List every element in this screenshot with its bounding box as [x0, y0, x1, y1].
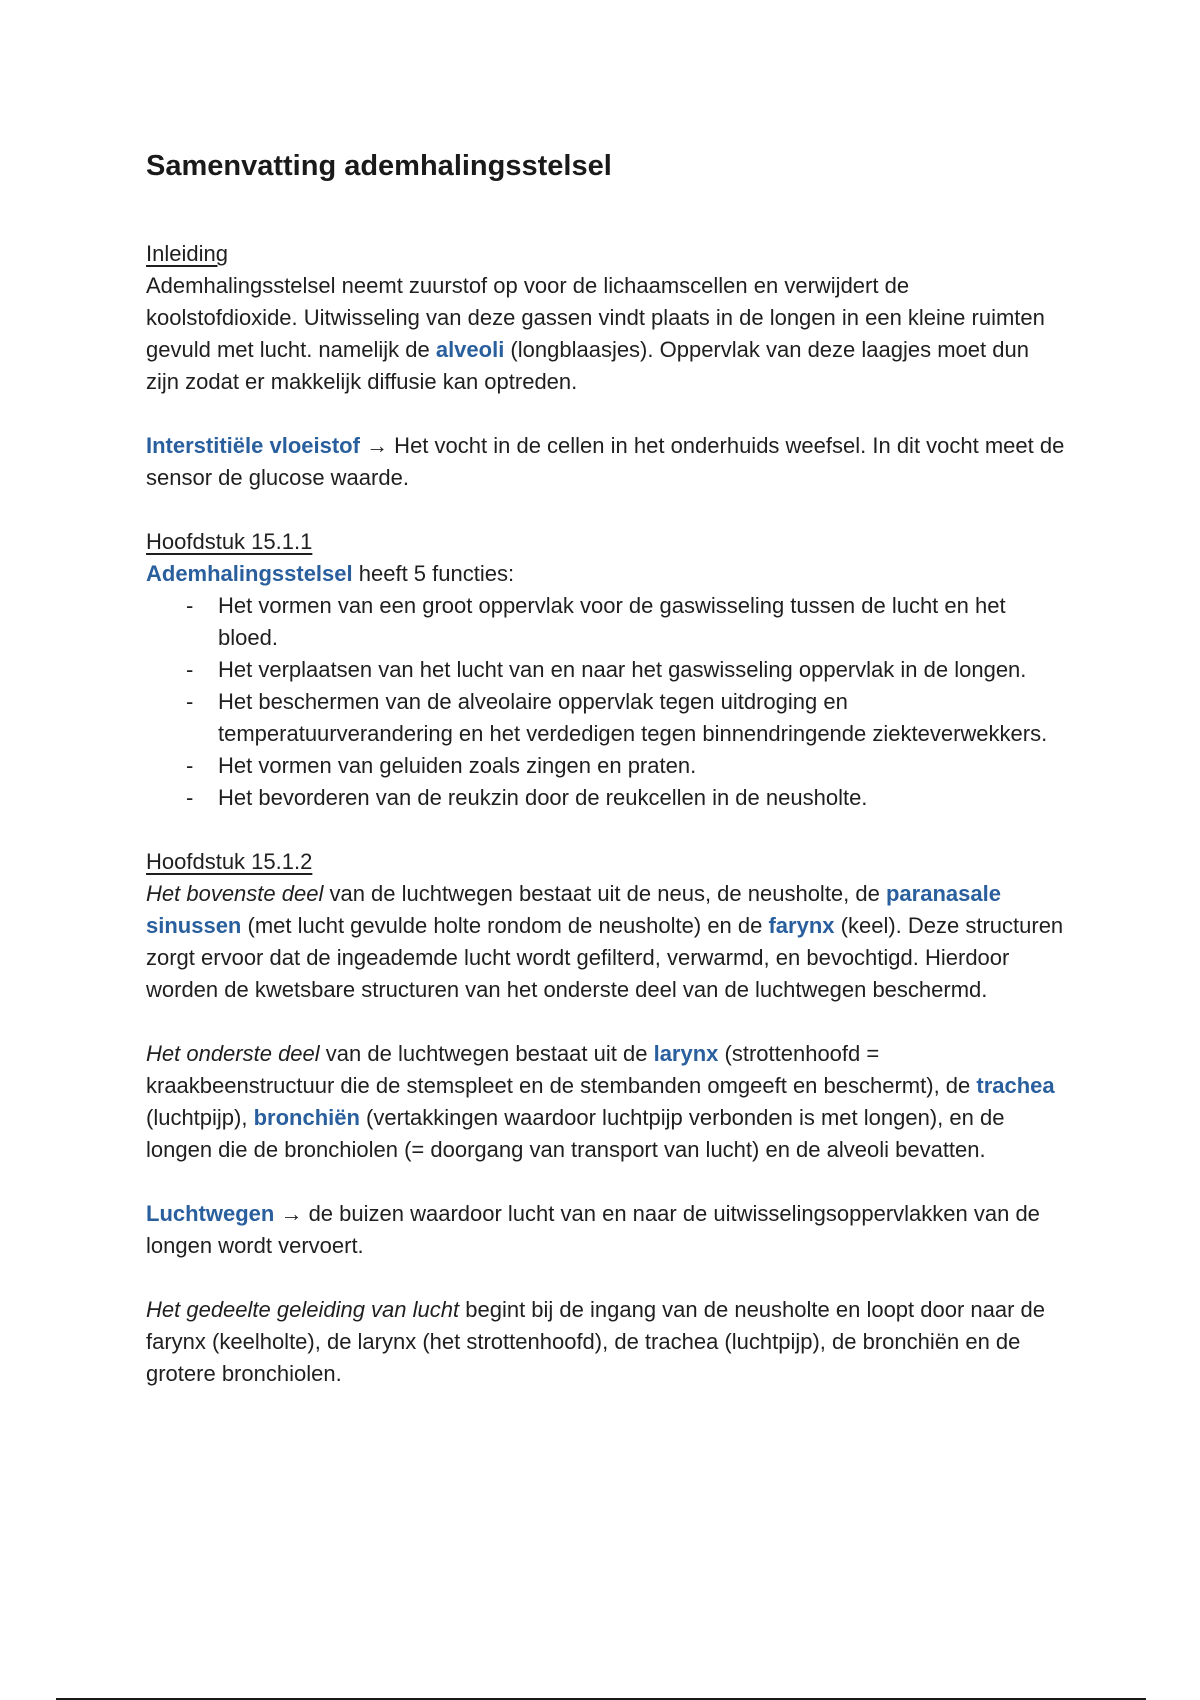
- intro-paragraph: [146, 270, 1066, 398]
- term-farynx: farynx: [768, 913, 835, 938]
- intro-heading: Inleiding: [146, 241, 228, 266]
- section-1511-lead-text: heeft 5 functies:: [352, 561, 515, 586]
- term-ademhalingsstelsel: Ademhalingsstelsel: [146, 561, 353, 586]
- term-larynx: larynx: [653, 1041, 719, 1066]
- upper-airways-em: Het bovenste deel: [146, 881, 324, 906]
- document-page: [146, 140, 1066, 1390]
- interstitial-paragraph: [146, 430, 1066, 494]
- airways-paragraph: Luchtwegen → de buizen waardoor lucht van en naar de uitwisselingsoppervlakken van de longen wordt vervoert.: [146, 1201, 1040, 1258]
- conduction-paragraph: Het gedeelte geleiding van lucht begint bij de ingang van de neusholte en loopt door naar de farynx (keelholte), de larynx (het strottenhoofd), de trachea (luchtpijp), de bronchiën en de grotere bronchiolen.: [146, 1297, 1046, 1386]
- term-alveoli: alveoli: [435, 337, 505, 362]
- lower-airways-paragraph: Het onderste deel van de luchtwegen bestaat uit de larynx (strottenhoofd = kraakbeenstructuur die de stemspleet en de stembanden omgeeft en beschermt), de trachea (luchtpijp), bronchiën (vertakkingen waardoor luchtpijp verbonden is met longen), en de longen die de bronchiolen (= doorgang van transport van lucht) en de alveoli bevatten.: [146, 1041, 1055, 1162]
- intro-text-2: (longblaasjes). Oppervlak van deze laagjes moet dun zijn zodat er makkelijk diffusie kan optreden.: [146, 337, 1029, 394]
- functions-list: [146, 590, 1066, 814]
- section-1511-lead: [146, 558, 1066, 590]
- upper-airways-paragraph: Het bovenste deel van de luchtwegen bestaat uit de neus, de neusholte, de paranasale sinussen (met lucht gevulde holte rondom de neusholte) en de farynx (keel). Deze structuren zorgt ervoor dat de ingeademde lucht wordt gefilterd, verwarmd, en bevochtigd. Hierdoor worden de kwetsbare structuren van het onderste deel van de luchtwegen beschermd.: [146, 881, 1064, 1002]
- term-trachea: trachea: [976, 1073, 1055, 1098]
- list-item: - Het bevorderen van de reukzin door de reukcellen in de neusholte.: [186, 782, 1066, 814]
- conduction-em: Het gedeelte geleiding van lucht: [146, 1297, 460, 1322]
- list-item: - Het vormen van een groot oppervlak voor de gaswisseling tussen de lucht en het bloed.: [186, 590, 1066, 654]
- section-1511-heading: Hoofdstuk 15.1.1: [146, 529, 313, 554]
- list-item: - Het verplaatsen van het lucht van en naar het gaswisseling oppervlak in de longen.: [186, 654, 1066, 686]
- section-1512-heading: Hoofdstuk 15.1.2: [146, 849, 313, 874]
- term-interstitial: Interstitiële vloeistof: [146, 433, 360, 458]
- lower-airways-em: Het onderste deel: [146, 1041, 320, 1066]
- term-paranasale-sinussen: paranasale sinussen: [146, 881, 1001, 938]
- interstitial-text: → Het vocht in de cellen in het onderhuids weefsel. In dit vocht meet de sensor de glucose waarde.: [146, 433, 1065, 490]
- intro-text-1: Ademhalingsstelsel neemt zuurstof op voor de lichaamscellen en verwijdert de koolstofdioxide. Uitwisseling van deze gassen vindt plaats in de longen in een kleine ruimten gevuld met lucht. namelijk de: [146, 273, 1045, 362]
- term-luchtwegen: Luchtwegen: [146, 1201, 275, 1226]
- term-bronchien: bronchiën: [253, 1105, 360, 1130]
- list-item: - Het vormen van geluiden zoals zingen en praten.: [186, 750, 1066, 782]
- page-title: Samenvatting ademhalingsstelsel: [146, 150, 612, 182]
- list-item: - Het beschermen van de alveolaire oppervlak tegen uitdroging en temperatuurverandering en het verdedigen tegen binnendringende ziekteverwekkers.: [186, 686, 1066, 750]
